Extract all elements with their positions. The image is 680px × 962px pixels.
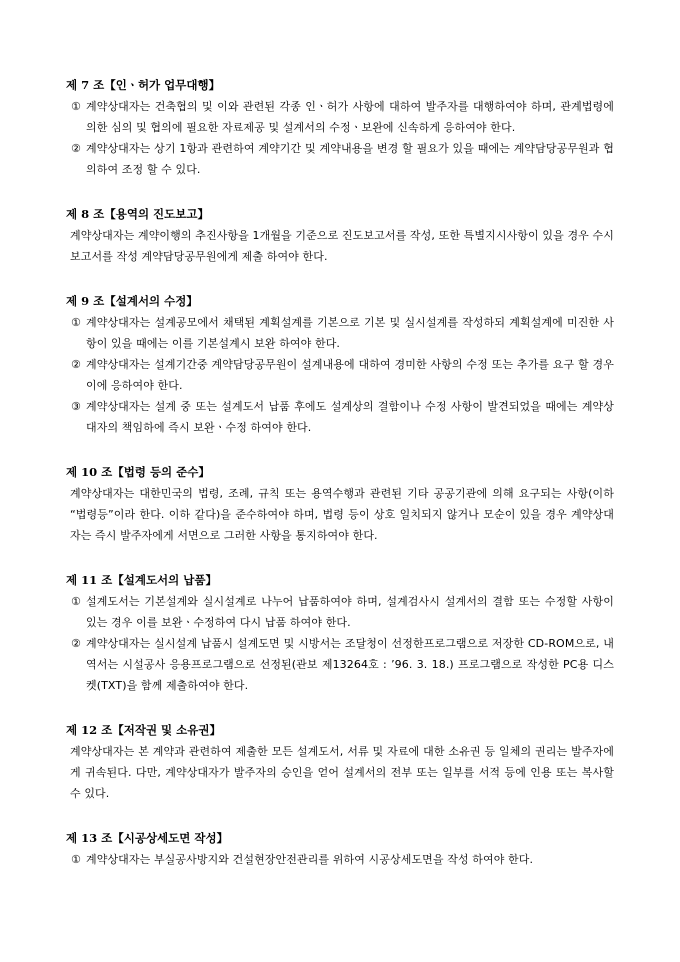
list-item xyxy=(66,354,614,396)
item-number: ③ xyxy=(71,400,81,413)
article-heading: 제 7 조【인ㆍ허가 업무대행】 xyxy=(66,78,221,92)
article-8 xyxy=(66,205,614,267)
item-number: ① xyxy=(71,100,81,113)
item-number: ② xyxy=(71,142,81,155)
article-7 xyxy=(66,76,614,180)
article-heading: 제 10 조【법령 등의 준수】 xyxy=(66,465,210,479)
article-13 xyxy=(66,829,614,870)
item-number: ① xyxy=(71,316,81,329)
article-heading: 제 13 조【시공상세도면 작성】 xyxy=(66,831,229,845)
list-item xyxy=(66,312,614,354)
list-item xyxy=(66,591,614,633)
item-number: ② xyxy=(71,358,81,371)
article-12 xyxy=(66,721,614,804)
list-item xyxy=(66,396,614,438)
item-text: 계약상대자는 건축협의 및 이와 관련된 각종 인ㆍ허가 사항에 대하여 발주자를 대행하여야 하며, 관계법령에 의한 심의 및 협의에 필요한 자료제공 및 설계서의 수정ㆍ보완에 신속하게 응하여야 한다. xyxy=(86,100,614,134)
article-heading: 제 9 조【설계서의 수정】 xyxy=(66,294,198,308)
article-paragraph: 계약상대자는 계약이행의 추진사항을 1개월을 기준으로 진도보고서를 작성, 또한 특별지시사항이 있을 경우 수시 보고서를 작성 계약담당공무원에게 제출 하여야 한다. xyxy=(70,229,614,263)
article-heading: 제 11 조【설계도서의 납품】 xyxy=(66,573,217,587)
item-number: ① xyxy=(71,853,81,866)
list-item xyxy=(66,849,614,870)
article-heading: 제 8 조【용역의 진도보고】 xyxy=(66,207,209,221)
item-number: ① xyxy=(71,595,81,608)
list-item xyxy=(66,138,614,180)
list-item xyxy=(66,96,614,138)
item-text: 계약상대자는 실시설계 납품시 설계도면 및 시방서는 조달청이 선정한프로그램으로 저장한 CD-ROM으로, 내역서는 시설공사 응용프로그램으로 선정된(관보 제13264호 : ’96. 3. 18.) 프로그램으로 작성한 PC용 디스켓(TXT)을 함께 제출하여야 한다. xyxy=(86,637,614,692)
article-11 xyxy=(66,571,614,696)
article-paragraph: 계약상대자는 본 계약과 관련하여 제출한 모든 설계도서, 서류 및 자료에 대한 소유권 등 일체의 권리는 발주자에게 귀속된다. 다만, 계약상대자가 발주자의 승인을 얻어 설계서의 전부 또는 일부를 서적 등에 인용 또는 복사할 수 있다. xyxy=(70,745,614,800)
item-text: 계약상대자는 부실공사방지와 건설현장안전관리를 위하여 시공상세도면을 작성 하여야 한다. xyxy=(86,853,534,866)
article-heading: 제 12 조【저작권 및 소유권】 xyxy=(66,723,221,737)
item-text: 계약상대자는 설계 중 또는 설계도서 납품 후에도 설계상의 결함이나 수정 사항이 발견되었을 때에는 계약상대자의 책임하에 즉시 보완ㆍ수정 하여야 한다. xyxy=(86,400,614,434)
article-10 xyxy=(66,463,614,546)
list-item xyxy=(66,633,614,696)
article-paragraph: 계약상대자는 대한민국의 법령, 조례, 규칙 또는 용역수행과 관련된 기타 공공기관에 의해 요구되는 사항(이하 “법령등”이라 한다. 이하 같다)을 준수하여야 하며, 법령 등이 상호 일치되지 않거나 모순이 있을 경우 계약상대자는 즉시 발주자에게 서면으로 그러한 사항을 통지하여야 한다. xyxy=(70,487,614,542)
article-9 xyxy=(66,292,614,438)
item-text: 계약상대자는 설계기간중 계약담당공무원이 설계내용에 대하여 경미한 사항의 수정 또는 추가를 요구 할 경우 이에 응하여야 한다. xyxy=(86,358,614,392)
item-text: 계약상대자는 상기 1항과 관련하여 계약기간 및 계약내용을 변경 할 필요가 있을 때에는 계약담당공무원과 협의하여 조정 할 수 있다. xyxy=(86,142,614,176)
item-text: 계약상대자는 설계공모에서 채택된 계획설계를 기본으로 기본 및 실시설계를 작성하되 계획설계에 미진한 사항이 있을 때에는 이를 기본설계시 보완 하여야 한다. xyxy=(86,316,614,350)
item-number: ② xyxy=(71,637,81,650)
item-text: 설계도서는 기본설계와 실시설계로 나누어 납품하여야 하며, 설계검사시 설계서의 결함 또는 수정할 사항이 있는 경우 이를 보완ㆍ수정하여 다시 납품 하여야 한다. xyxy=(86,595,614,629)
